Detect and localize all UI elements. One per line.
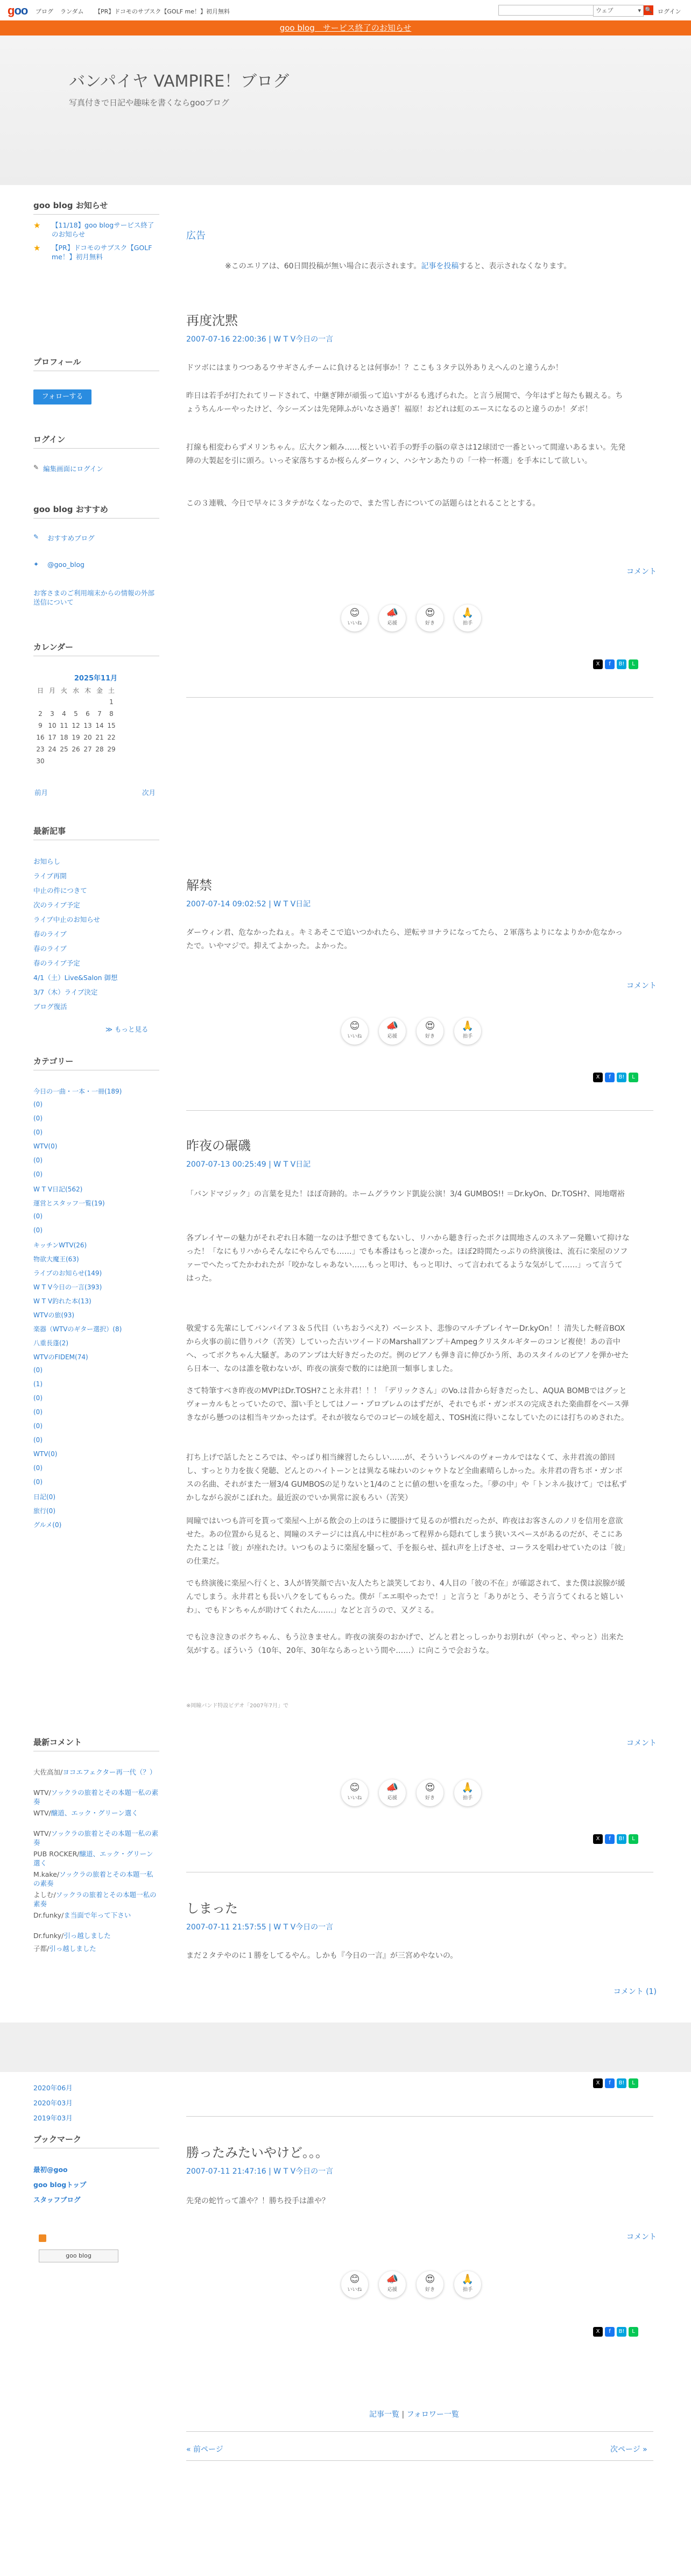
comment-link[interactable]: コメント — [626, 1739, 657, 1748]
comment-post-link[interactable]: ソックラの旅着とその本題一私の素奏 — [33, 1829, 159, 1847]
reaction-emoji-icon: 😍 — [425, 2274, 435, 2285]
post-meta[interactable]: 2007-07-11 21:57:55 | W T V今日の一言 — [186, 1923, 334, 1932]
next-page-link[interactable]: 次ページ » — [610, 2445, 647, 2454]
search-scope-value: ウェブ — [596, 7, 614, 14]
post-paragraph: この３連戦、今日で早々に３タテがなくなったので、また雪し杏についての話題らはとれることとする。 — [186, 499, 540, 508]
search-scope-select[interactable] — [593, 5, 644, 17]
calendar-next-month[interactable]: 次月 — [142, 789, 156, 797]
chevron-down-icon: ▾ — [638, 7, 641, 14]
calendar-day — [82, 696, 94, 708]
search-input[interactable] — [498, 5, 594, 16]
blog-description: 写真付きで日記や趣味を書くならgooブログ — [69, 98, 229, 108]
category-link[interactable]: WTV(0) — [33, 1142, 58, 1150]
divider — [33, 214, 159, 215]
post-paragraph: 打線も相変わらずメリンちゃん。広大クン頼み……桜といい若手の野手の脳の章さは12球団で一番といって間違いあるまい。先発陣の大製起を引に頭ろ。いっそ家落ちするか桜らんダーウィン、ハシヤンあたりの「一枠一杯選」を手本にして欲しい。 — [186, 443, 626, 465]
category-link[interactable]: (0) — [33, 1422, 43, 1430]
calendar-day — [46, 755, 58, 767]
follower-list-link[interactable]: フォロワー一覧 — [406, 2410, 459, 2419]
divider — [186, 697, 653, 698]
calendar-day: 6 — [86, 710, 90, 718]
reaction-emoji-icon: 😊 — [349, 1020, 360, 1032]
reaction-emoji-icon: 😊 — [349, 607, 360, 619]
reaction-label: 応援 — [387, 2287, 397, 2293]
line-share-icon[interactable]: L — [629, 1834, 638, 1844]
post-paragraph: 「バンドマジック」の言葉を見た！ほぼ奇跡的。ホームグラウンド凱旋公演！3/4 GUMBOS!! ＝Dr.kyOn、Dr.TOSH?、岡地曙裕 — [186, 1190, 625, 1198]
reaction-label: 好き — [425, 2287, 435, 2293]
goo-logo[interactable]: goo — [8, 4, 28, 17]
comment-item — [33, 1849, 159, 1868]
reaction-button[interactable] — [454, 605, 481, 631]
post-paragraph: さて特筆すべき昨夜のMVPはDr.TOSH?こと永井君！！！「デリックさん」のVo.は昔から好きだったし、AQUA BOMBではグッとヴォーカルもとっていたので、溜い手としてはノー・プロブレムのはずだが、それでもボ・ガンボスの完成された楽曲群をベース弾きながら懸つのは相当キツかったはず。それが彼ならでのコピーの域を超え、TOSH流に得いこなしていたのには打ちのめされた。 — [186, 1387, 629, 1422]
calendar-day-header: 土 — [108, 686, 115, 694]
pencil-icon: ✎ — [33, 464, 39, 471]
reaction-button[interactable] — [417, 2271, 443, 2298]
category-link[interactable]: WTVの旅(93) — [33, 1311, 75, 1319]
category-link[interactable]: (0) — [33, 1212, 43, 1220]
recommended-blogs-link[interactable]: おすすめブログ — [47, 534, 95, 542]
comment-author: Dr.funky/ — [33, 1911, 64, 1919]
top-navigation-bar — [0, 0, 691, 21]
reaction-emoji-icon: 😍 — [425, 1782, 435, 1793]
category-link[interactable]: 運営とスタッフ一覧(19) — [33, 1200, 105, 1207]
line-share-icon[interactable]: L — [629, 1073, 638, 1082]
profile-heading: プロフィール — [33, 357, 81, 367]
reaction-button[interactable] — [379, 605, 406, 631]
post-title[interactable]: 再度沈黙 — [186, 313, 238, 328]
post-paragraph: 敬愛する先輩にしてバンパイア３＆５代目（いちおうべえ?）ベーシスト、悲惨のマルチプレイヤーDr.kyOn！！清失した軽音BOXから火事の前に借りパク（苦笑）していった古いツイードのMarshallアンプ＋Ampegクリスタルギターのコンビ複使！あの音中へ、ってボクちゃん大騒ぎ。あのアンプは大好きだったのだ。例のピアノも弾き音に伸びかう所、あのスタイルのピアノを弾かせたら日本一、なのは誰を敬わないが、昨夜の演奏で数的には絶頂一類事しました。 — [186, 1324, 629, 1373]
recent-post-link[interactable]: お知らし — [33, 857, 61, 865]
comment-item — [33, 1911, 159, 1920]
comment-author: 子都/ — [33, 1945, 50, 1953]
calendar-day: 17 — [48, 734, 57, 741]
category-link[interactable]: (0) — [33, 1394, 43, 1402]
reaction-emoji-icon: 😊 — [349, 1782, 360, 1793]
blog-title[interactable]: バンパイヤ VAMPIRE！ブログ — [69, 72, 290, 91]
reaction-button[interactable] — [454, 1779, 481, 1806]
category-link[interactable]: グルメ(0) — [33, 1521, 62, 1529]
comment-post-link[interactable]: 引っ越しました — [64, 1932, 111, 1940]
recent-posts-heading: 最新記事 — [33, 826, 66, 836]
post-paragraph: 打ち上げで話したところでは、やっぱり相当練習したらしい……が、そういうレベルのヴォーカルではなくて、永井君流の節回し、すっとり力を抜く発聴、どんとのハイトーンとは異なる味わいのシャウトなど全曲素晴らしかった。永井君の背ちボ・ガンボスの名曲、それがまた一層3/4 GUMBOSの足りないと1/4のことに値の想いを重なった。「夢の中」や「トンネル抜けて」では私ずかしながら涙がこぼれた。最近涙のでいか異常に涙もろい（苦笑） — [186, 1453, 627, 1502]
category-link[interactable]: 日記(0) — [33, 1493, 55, 1501]
comment-post-link[interactable]: ま当面で年って下さい — [64, 1911, 131, 1919]
calendar-day — [70, 696, 82, 708]
calendar-day — [34, 696, 46, 708]
calendar-day-header: 日 — [37, 686, 44, 694]
category-link[interactable]: 楽器（WTVのギター選択）(8) — [33, 1325, 122, 1333]
category-link[interactable]: W T V今日の一言(393) — [33, 1283, 102, 1291]
category-link[interactable]: (0) — [33, 1408, 43, 1416]
comment-post-link[interactable]: 醸道、エック・グリーン選く — [33, 1850, 153, 1867]
reaction-emoji-icon: 🙏 — [461, 1782, 474, 1793]
calendar-day — [94, 696, 105, 708]
post-paragraph: まだ２タテやのに１勝をしてるやん。しかも『今日の一言』が三宮めやないの。 — [186, 1951, 458, 1960]
calendar-day-header: 水 — [72, 686, 79, 694]
calendar-day — [58, 696, 70, 708]
divider — [186, 2431, 653, 2432]
category-link[interactable]: 今日の一曲・一本・一冊(189) — [33, 1088, 122, 1095]
hatena-bookmark-icon[interactable]: B! — [617, 659, 626, 669]
reaction-button[interactable] — [341, 1018, 368, 1045]
search-icon[interactable]: 🔍 — [644, 5, 653, 15]
calendar-day: 1 — [109, 698, 114, 706]
reaction-button[interactable] — [341, 1779, 368, 1806]
calendar-heading: カレンダー — [33, 642, 74, 652]
news-item[interactable]: 【11/18】goo blogサービス終了のお知らせ — [52, 221, 154, 238]
calendar-prev-month[interactable]: 前月 — [34, 789, 48, 797]
ad-heading: 広告 — [186, 230, 206, 242]
post-paragraph: 昨日は若手が打たれてリードされて、中継ぎ陣が頑張って追いすがるも逃げられた。と言う展開で、今年はずと毎たも観える。ちょうちんルーやったけど、今シーズンは先発陣ふがいなさ過ぎ！福原！おどれは虹のエースになるのと違うのか！ダボ！ — [186, 392, 623, 414]
reaction-emoji-icon: 📣 — [386, 1020, 399, 1032]
nav-link-pr[interactable]: 【PR】ドコモのサブスク【GOLF me！】初月無料 — [95, 8, 230, 15]
reaction-label: 拍手 — [462, 2287, 473, 2293]
hatena-bookmark-icon[interactable]: B! — [617, 2327, 626, 2337]
comment-author: よしむ/ — [33, 1891, 56, 1899]
post-paragraph: ドツボにはまりつつあるウサギさんチームに負けるとは何事か！？ここも３タテ以外ありえへんのと違うんか！ — [186, 364, 563, 372]
reaction-emoji-icon: 📣 — [386, 607, 399, 619]
calendar-day: 30 — [36, 757, 45, 765]
category-link[interactable]: (0) — [33, 1170, 43, 1178]
follow-button[interactable]: フォローする — [33, 389, 91, 405]
external-transmission-link[interactable]: お客さまのご利用端末からの情報の外部送信について — [33, 589, 155, 606]
post-title[interactable]: しまった — [186, 1901, 238, 1916]
post-paragraph: でも終演後に楽屋へ行くと、3人が皆笑顔で古い友人たちと談笑しており、4人目の「彼の不在」が確認されて、また僕は涙腺が緩んでしまう。永井君とも長い八クをしてもらった。僕が「エエ唄やったで！」と言うと「ありがとう、そう言うてくれると嬉しいわ」、でもドンちゃんが助けてくれたん……」などと言うので、又グミる。 — [186, 1579, 625, 1615]
reaction-emoji-icon: 😊 — [349, 2274, 360, 2285]
recent-post-link[interactable]: 次のライブ予定 — [33, 901, 80, 909]
calendar-day: 25 — [60, 746, 68, 753]
calendar-day: 11 — [60, 722, 68, 729]
ad-notice-text-2: すると、表示されなくなります。 — [459, 262, 572, 271]
reaction-label: 好き — [425, 621, 435, 626]
comment-item — [33, 1808, 159, 1818]
category-link[interactable]: ライブのお知らせ(149) — [33, 1269, 102, 1277]
ad-notice-text: ※このエリアは、60日間投稿が無い場合に表示されます。 — [225, 262, 421, 271]
post-paragraph: 岡瞳ではいつも許可を貰って楽屋へ上がる飲会の上のほうに腰掛けて見るのが慣れだったが、昨夜はお客さんのノリを信用を意欲せた。あの位置から見ると、岡瞳のステージには真ん中に柱があって程界から隠れてしまう狭いスペースがあるのだが、そこにあたたことは「彼」が座れたけ。いつものように楽屋を騒って、手を振らせ、揺れ声を上げさせ、コーラスを唱わせていたのは「彼」の仕業だ。 — [186, 1517, 630, 1566]
archive-link[interactable]: 2020年06月 — [33, 2084, 73, 2092]
post-article-link[interactable]: 記事を投稿 — [421, 262, 459, 271]
calendar-day-header: 金 — [96, 686, 103, 694]
category-link[interactable]: (0) — [33, 1226, 43, 1234]
post-paragraph: 先発の蛇竹って誰や？！勝ち投手は誰や？ — [186, 2197, 329, 2205]
comment-post-link[interactable]: 引っ越しました — [49, 1945, 96, 1953]
bookmark-link[interactable]: 最初@goo — [33, 2166, 68, 2174]
calendar-day: 9 — [38, 722, 43, 729]
calendar-day: 29 — [107, 746, 116, 753]
divider — [186, 1110, 653, 1111]
calendar-day: 27 — [83, 746, 92, 753]
recent-post-link[interactable]: 中止の件につきて — [33, 886, 87, 895]
category-link[interactable]: (0) — [33, 1478, 43, 1486]
prev-page-link[interactable]: « 前ページ — [186, 2445, 223, 2454]
reaction-emoji-icon: 😍 — [425, 607, 435, 619]
reaction-label: 応援 — [387, 621, 397, 626]
recent-comments-heading: 最新コメント — [33, 1737, 82, 1747]
calendar-day: 3 — [50, 710, 54, 718]
x-share-icon[interactable]: X — [593, 659, 603, 669]
hatena-bookmark-icon[interactable]: B! — [617, 1834, 626, 1844]
login-heading: ログイン — [33, 435, 66, 444]
calendar-day: 28 — [95, 746, 104, 753]
reaction-label: いいね — [347, 2287, 362, 2293]
line-share-icon[interactable]: L — [629, 2327, 638, 2337]
reaction-button[interactable] — [379, 1779, 406, 1806]
calendar-day: 4 — [62, 710, 66, 718]
calendar-day: 5 — [74, 710, 78, 718]
photo-caption: ※岡瞳バンド特設ビデオ「2007年7月」で — [186, 1703, 288, 1709]
calendar-day: 19 — [72, 734, 80, 741]
comment-post-link[interactable]: ソックラの旅着とその本題一私の素奏 — [33, 1789, 159, 1806]
hatena-bookmark-icon[interactable]: B! — [617, 1073, 626, 1082]
recent-post-link[interactable]: 4/1（土）Live&Salon 御想 — [33, 974, 118, 982]
divider — [186, 2116, 653, 2117]
reaction-button[interactable] — [379, 2271, 406, 2298]
comment-link[interactable]: コメント (1) — [613, 1988, 657, 1996]
reaction-button[interactable] — [341, 605, 368, 631]
recommend-heading: goo blog おすすめ — [33, 505, 108, 514]
reaction-emoji-icon: 🙏 — [461, 1020, 474, 1032]
x-share-icon[interactable]: X — [593, 1073, 603, 1082]
comment-post-link[interactable]: ソックラの旅着とその本題一私の素奏 — [33, 1891, 157, 1908]
comment-item — [33, 1931, 159, 1940]
facebook-share-icon[interactable]: f — [605, 659, 615, 669]
archive-link[interactable]: 2019年03月 — [33, 2114, 73, 2122]
service-end-link[interactable]: goo blog サービス終了のお知らせ — [279, 23, 412, 33]
recent-post-link[interactable]: ライブ中止のお知らせ — [33, 916, 100, 924]
x-share-icon[interactable]: X — [593, 2327, 603, 2337]
calendar-month: 2025年11月 — [74, 675, 118, 683]
calendar-day: 12 — [72, 722, 80, 729]
star-icon: ★ — [33, 221, 41, 230]
ad-notice — [225, 260, 571, 271]
category-link[interactable]: W T V日記(562) — [33, 1186, 83, 1193]
calendar-grid — [34, 684, 117, 767]
reaction-button[interactable] — [417, 1779, 443, 1806]
post-paragraph: でも泣き泣きのボクちゃん、もう泣きません。昨夜の演奏のおかげで、どんと君とっしっかりお別れが（やっと、やっと）出来た気がする。ぼういう（10年、20年、30年ならあっという間や……）に向こうで会おうな。 — [186, 1633, 624, 1655]
calendar-day: 14 — [95, 722, 104, 729]
calendar-day: 13 — [83, 722, 92, 729]
reaction-label: いいね — [347, 621, 362, 626]
login-link[interactable]: ログイン — [658, 8, 681, 15]
bookmark-link[interactable]: スタッフブログ — [33, 2196, 81, 2204]
post-title[interactable]: 昨夜の碾磯 — [186, 1138, 251, 1153]
hatena-bookmark-icon[interactable]: B! — [617, 2078, 626, 2088]
category-link[interactable]: WTV(0) — [33, 1450, 58, 1458]
recent-post-link[interactable]: 春のライブ予定 — [33, 959, 80, 967]
calendar-day — [46, 696, 58, 708]
blog-icon: ✎ — [33, 533, 39, 541]
post-paragraph: ダーウィン君、危なかったねぇ。キミあそこで追いつかれたら、逆転サヨナラになってたら、２軍落ちよりになよりかか危なかったで。いやマジで。抑えてよかった。よかった。 — [186, 928, 623, 950]
reaction-label: 拍手 — [462, 621, 473, 626]
goo-blog-badge[interactable]: goo blog — [39, 2249, 118, 2262]
calendar-day — [58, 755, 70, 767]
comment-post-link[interactable]: ソックラの旅着とその本題一私の素奏 — [33, 1870, 153, 1887]
comment-item — [33, 1788, 159, 1806]
nav-link-random[interactable]: ランダム — [60, 8, 84, 15]
calendar-day-header: 火 — [60, 686, 67, 694]
calendar-day — [82, 755, 94, 767]
reaction-emoji-icon: 🙏 — [461, 2274, 474, 2285]
category-link[interactable]: (0) — [33, 1464, 43, 1472]
comment-author: M.kake/ — [33, 1870, 60, 1878]
bookmark-heading: ブックマーク — [33, 2134, 81, 2144]
reaction-emoji-icon: 😍 — [425, 1020, 435, 1032]
comment-author: WTV/ — [33, 1789, 51, 1797]
calendar-day: 8 — [109, 710, 114, 718]
calendar-day-header: 木 — [84, 686, 91, 694]
line-share-icon[interactable]: L — [629, 2078, 638, 2088]
calendar-day: 15 — [107, 722, 116, 729]
calendar-day-header: 月 — [48, 686, 55, 694]
calendar-day: 2 — [38, 710, 43, 718]
facebook-share-icon[interactable]: f — [605, 2078, 615, 2088]
category-link[interactable]: (0) — [33, 1129, 43, 1136]
category-link[interactable]: (0) — [33, 1366, 43, 1374]
reaction-button[interactable] — [379, 1018, 406, 1045]
comment-item — [33, 1944, 159, 1953]
news-heading: goo blog お知らせ — [33, 201, 108, 210]
divider — [33, 448, 159, 449]
calendar-day: 21 — [95, 734, 104, 741]
calendar-day: 16 — [36, 734, 45, 741]
blog-header — [0, 36, 691, 185]
reaction-emoji-icon: 🙏 — [461, 607, 474, 619]
recent-post-link[interactable]: 春のライブ — [33, 945, 67, 953]
archive-link[interactable]: 2020年03月 — [33, 2099, 73, 2107]
comment-item — [33, 1890, 159, 1908]
post-meta[interactable]: 2007-07-14 09:02:52 | W T V日記 — [186, 900, 311, 909]
nav-link-blog[interactable]: ブログ — [36, 8, 53, 15]
category-link[interactable]: (0) — [33, 1115, 43, 1122]
calendar-day — [94, 755, 105, 767]
category-link[interactable]: (0) — [33, 1436, 43, 1444]
comment-post-link[interactable]: ヨコエフェクター再一代（？） — [62, 1768, 157, 1776]
recent-post-link[interactable]: ライブ再開 — [33, 872, 67, 880]
news-item[interactable]: 【PR】ドコモのサブスク【GOLF me！】初月無料 — [52, 244, 152, 261]
category-link[interactable]: W T V釣れた本(13) — [33, 1297, 91, 1305]
reaction-button[interactable] — [454, 1018, 481, 1045]
page-band — [0, 2023, 691, 2072]
reaction-label: 好き — [425, 1034, 435, 1039]
reaction-label: いいね — [347, 1034, 362, 1039]
category-link[interactable]: キッチンWTV(26) — [33, 1241, 87, 1249]
reaction-label: 応援 — [387, 1034, 397, 1039]
editor-login-link[interactable]: 編集画面にログイン — [43, 465, 103, 473]
calendar-day: 20 — [83, 734, 92, 741]
calendar-day: 18 — [60, 734, 68, 741]
comment-item — [33, 1870, 159, 1888]
reaction-label: 拍手 — [462, 1034, 473, 1039]
comment-author: 大佐高加/ — [33, 1768, 63, 1776]
line-share-icon[interactable]: L — [629, 659, 638, 669]
article-list-link[interactable]: 記事一覧 — [369, 2410, 399, 2419]
post-meta[interactable]: 2007-07-13 00:25:49 | W T V日記 — [186, 1160, 311, 1169]
calendar-day: 23 — [36, 746, 45, 753]
recent-post-link[interactable]: 3/7（木）ライブ決定 — [33, 988, 98, 996]
comment-author: Dr.funky/ — [33, 1932, 64, 1940]
category-heading: カテゴリー — [33, 1056, 74, 1066]
reaction-button[interactable] — [417, 1018, 443, 1045]
comment-item — [33, 1829, 159, 1847]
recent-post-link[interactable]: ブログ復活 — [33, 1003, 67, 1011]
recent-post-link[interactable]: 春のライブ — [33, 930, 67, 938]
goo-blog-account-link[interactable]: @goo_blog — [47, 560, 84, 569]
reaction-emoji-icon: 📣 — [386, 1782, 399, 1793]
facebook-share-icon[interactable]: f — [605, 1834, 615, 1844]
reaction-label: 好き — [425, 1796, 435, 1801]
comment-author: PUB ROCKER/ — [33, 1850, 80, 1858]
post-title[interactable]: 解禁 — [186, 878, 212, 893]
category-link[interactable]: 旅行(0) — [33, 1507, 55, 1515]
post-paragraph: 各プレイヤーの魅力がそれぞれ日本随一なのは予想できてもないし、リハから聴き行ったボクは間地さんのスネアー発難いて抑けなった！「なにもリハからそんなにやらんでも……」でも本番はもっと凄かった。ほぼ2時間たっぷりの終演後は、流石に楽屋のソファーでへたってたかわれたが「咬かなしゃあない……もっと叩け、もっと叩け、って言われてるような気がして……」って言うてはった。 — [186, 1234, 630, 1283]
reaction-emoji-icon: 📣 — [386, 2274, 399, 2285]
category-link[interactable]: (0) — [33, 1156, 43, 1164]
divider — [186, 2460, 653, 2461]
calendar-day: 26 — [72, 746, 80, 753]
reaction-button[interactable] — [417, 605, 443, 631]
service-end-notice — [0, 20, 691, 36]
x-share-icon[interactable]: X — [593, 1834, 603, 1844]
bookmark-link[interactable]: goo blogトップ — [33, 2181, 87, 2189]
post-title[interactable]: 勝ったみたいやけど。。。 — [186, 2145, 328, 2160]
category-link[interactable]: 八重長蓬(2) — [33, 1339, 68, 1347]
category-link[interactable]: 物欲大魔王(63) — [33, 1255, 79, 1263]
category-link[interactable]: (1) — [33, 1380, 43, 1388]
divider — [33, 518, 159, 519]
comment-link[interactable]: コメント — [626, 2233, 657, 2241]
comment-author: WTV/ — [33, 1829, 51, 1837]
x-share-icon[interactable]: X — [593, 2078, 603, 2088]
calendar-day: 7 — [97, 710, 102, 718]
calendar-day: 24 — [48, 746, 57, 753]
calendar-day: 10 — [48, 722, 57, 729]
comment-link[interactable]: コメント — [626, 982, 657, 990]
comment-item — [33, 1768, 159, 1777]
comment-link[interactable]: コメント — [626, 567, 657, 576]
comment-author: WTV/ — [33, 1809, 51, 1817]
rss-icon[interactable] — [39, 2234, 46, 2242]
bird-icon: ✦ — [33, 560, 39, 568]
star-icon: ★ — [33, 243, 41, 253]
category-link[interactable]: WTVのFIDEM(74) — [33, 1353, 88, 1361]
reaction-button[interactable] — [341, 2271, 368, 2298]
comment-post-link[interactable]: 醸道、エック・グリーン選く — [51, 1809, 138, 1817]
calendar-day: 22 — [107, 734, 116, 741]
post-meta[interactable]: 2007-07-11 21:47:16 | W T V今日の一言 — [186, 2167, 334, 2176]
recent-more-link[interactable]: ≫ もっと見る — [105, 1025, 149, 1033]
post-meta[interactable]: 2007-07-16 22:00:36 | W T V今日の一言 — [186, 335, 334, 344]
calendar-day — [105, 755, 117, 767]
facebook-share-icon[interactable]: f — [605, 2327, 615, 2337]
facebook-share-icon[interactable]: f — [605, 1073, 615, 1082]
reaction-label: いいね — [347, 1796, 362, 1801]
reaction-label: 応援 — [387, 1796, 397, 1801]
category-link[interactable]: (0) — [33, 1101, 43, 1108]
reaction-label: 拍手 — [462, 1796, 473, 1801]
reaction-button[interactable] — [454, 2271, 481, 2298]
footer-links: 記事一覧 | フォロワー一覧 — [369, 2410, 459, 2419]
calendar-day — [70, 755, 82, 767]
